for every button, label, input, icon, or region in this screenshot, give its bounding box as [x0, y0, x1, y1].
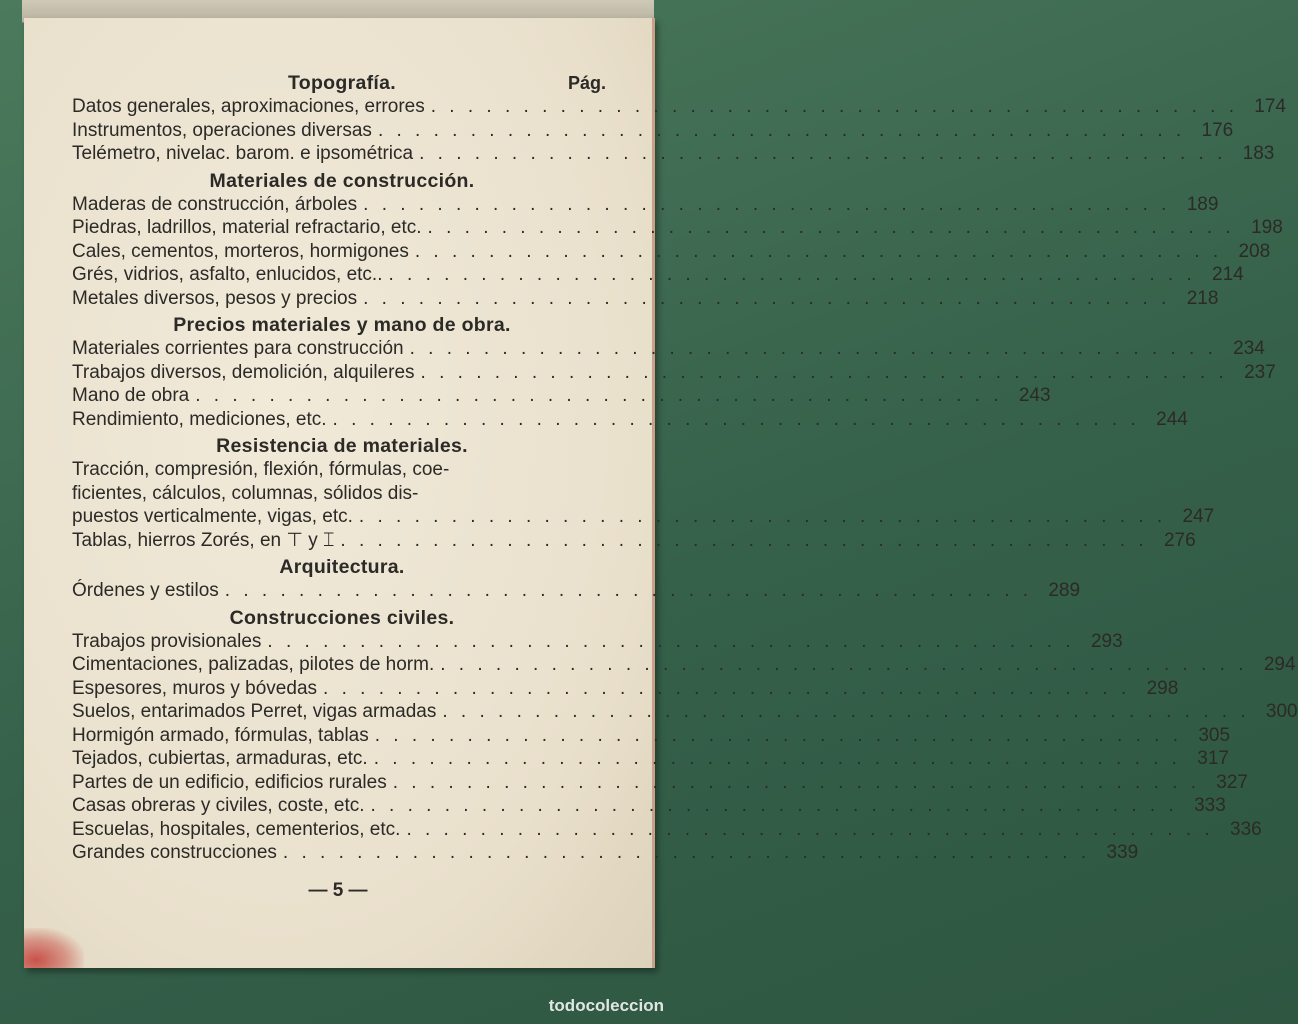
section-heading-row — [72, 552, 612, 579]
entry-page: 176 — [1201, 119, 1234, 141]
entry-title: Órdenes y estilos — [72, 580, 219, 601]
entry-page: 333 — [1194, 795, 1226, 816]
dot-leader: . . . . . . . . . . . . . . . . . . . . . . . . . . . . . . . . . . . . . . . . . . . . — [224, 580, 1033, 601]
toc-entry — [72, 677, 1179, 701]
toc-entry — [72, 630, 1123, 654]
entry-title: puestos verticalmente, vigas, etc. — [72, 506, 353, 527]
entry-title: Rendimiento, mediciones, etc. — [72, 408, 327, 430]
entry-page: 317 — [1197, 748, 1229, 769]
section-heading-row — [72, 166, 612, 193]
section-heading-row — [72, 310, 612, 337]
toc-entry — [72, 724, 1231, 748]
entry-page: 208 — [1238, 240, 1271, 262]
dot-leader: . . . . . . . . . . . . . . . . . . . . . . . . . . . . . . . . . . . . . . . . . . . . — [374, 724, 1183, 746]
entry-page: 183 — [1242, 143, 1275, 164]
toc-entry — [72, 240, 1271, 264]
toc-entry — [72, 841, 1139, 865]
dot-leader: . . . . . . . . . . . . . . . . . . . . . . . . . . . . . . . . . . . . . . . . . . . . — [282, 842, 1091, 863]
section-heading: Precios materiales y mano de obra. — [173, 314, 511, 336]
section-heading-row — [72, 68, 612, 95]
entry-title: Cales, cementos, morteros, hormigones — [72, 240, 409, 262]
entry-title: Tejados, cubiertas, armaduras, etc. — [72, 748, 368, 769]
dot-leader: . . . . . . . . . . . . . . . . . . . . . . . . . . . . . . . . . . . . . . . . . . . . — [332, 408, 1140, 430]
entry-page: 327 — [1216, 771, 1248, 793]
entry-page: 244 — [1156, 408, 1188, 430]
toc-entry — [72, 700, 1298, 724]
dot-leader: . . . . . . . . . . . . . . . . . . . . . . . . . . . . . . . . . . . . . . . . . . . . — [409, 338, 1217, 359]
dot-leader: . . . . . . . . . . . . . . . . . . . . . . . . . . . . . . . . . . . . . . . . . . . . — [358, 506, 1167, 527]
page-number: — 5 — — [308, 880, 368, 901]
entry-page: 174 — [1254, 96, 1286, 117]
toc-entry — [72, 579, 1081, 603]
entry-page: 237 — [1244, 361, 1276, 383]
entry-title: Tablas, hierros Zorés, en ⊤ y ⌶ — [72, 529, 335, 551]
dot-leader: . . . . . . . . . . . . . . . . . . . . . . . . . . . . . . . . . . . . . . . . . . . . — [370, 795, 1178, 816]
entry-page: 247 — [1182, 506, 1215, 527]
toc-entry — [72, 287, 1219, 311]
entry-text-line: ficientes, cálculos, columnas, sólidos dis- — [72, 482, 419, 504]
section-heading: Construcciones civiles. — [229, 606, 455, 629]
dot-leader: . . . . . . . . . . . . . . . . . . . . . . . . . . . . . . . . . . . . . . . . . . . . — [427, 217, 1235, 238]
dot-leader: . . . . . . . . . . . . . . . . . . . . . . . . . . . . . . . . . . . . . . . . . . . . — [419, 143, 1227, 164]
dot-leader: . . . . . . . . . . . . . . . . . . . . . . . . . . . . . . . . . . . . . . . . . . . . — [363, 193, 1171, 215]
entry-page: 198 — [1251, 217, 1283, 238]
entry-title: Suelos, entarimados Perret, vigas armadas — [72, 701, 437, 722]
entry-title: Grandes construcciones — [72, 842, 277, 863]
entry-title: Materiales corrientes para construcción — [72, 338, 404, 359]
section-heading: Topografía. — [287, 72, 397, 94]
entry-title: Mano de obra — [72, 385, 190, 406]
dot-leader: . . . . . . . . . . . . . . . . . . . . . . . . . . . . . . . . . . . . . . . . . . . . — [392, 771, 1200, 793]
table-of-contents — [72, 68, 1298, 865]
entry-page: 293 — [1090, 630, 1123, 652]
toc-entry — [72, 818, 1262, 842]
entry-title: Piedras, ladrillos, material refractario, etc. — [72, 217, 422, 238]
entry-page: 294 — [1263, 654, 1296, 675]
entry-title: Espesores, muros y bóvedas — [72, 677, 318, 699]
section-heading-row — [72, 603, 612, 630]
entry-page: 298 — [1146, 677, 1179, 699]
entry-title: Casas obreras y civiles, coste, etc. — [72, 795, 365, 816]
dot-leader: . . . . . . . . . . . . . . . . . . . . . . . . . . . . . . . . . . . . . . . . . . . . — [442, 701, 1250, 722]
dot-leader: . . . . . . . . . . . . . . . . . . . . . . . . . . . . . . . . . . . . . . . . . . . . — [377, 119, 1186, 141]
section-heading: Arquitectura. — [279, 556, 405, 578]
toc-entry — [72, 95, 1286, 119]
entry-title: Maderas de construcción, árboles — [72, 193, 358, 215]
entry-page: 276 — [1163, 529, 1196, 551]
toc-entry — [72, 361, 1276, 385]
toc-entry — [72, 384, 1051, 408]
section-heading: Resistencia de materiales. — [216, 435, 468, 457]
section-heading-row — [72, 431, 612, 458]
toc-entry — [72, 747, 1229, 771]
dot-leader: . . . . . . . . . . . . . . . . . . . . . . . . . . . . . . . . . . . . . . . . . . . . — [388, 264, 1196, 285]
dot-leader: . . . . . . . . . . . . . . . . . . . . . . . . . . . . . . . . . . . . . . . . . . . . — [363, 287, 1171, 309]
toc-entry — [72, 337, 1265, 361]
entry-page: 218 — [1186, 287, 1219, 309]
entry-title: Escuelas, hospitales, cementerios, etc. — [72, 818, 401, 840]
dot-leader: . . . . . . . . . . . . . . . . . . . . . . . . . . . . . . . . . . . . . . . . . . . . — [420, 361, 1228, 383]
toc-entry — [72, 653, 1296, 677]
entry-page: 189 — [1186, 193, 1219, 215]
book-page — [24, 18, 1298, 968]
entry-page: 300 — [1265, 701, 1298, 722]
entry-page: 336 — [1230, 818, 1262, 840]
dot-leader: . . . . . . . . . . . . . . . . . . . . . . . . . . . . . . . . . . . . . . . . . . . . — [440, 654, 1248, 675]
dot-leader: . . . . . . . . . . . . . . . . . . . . . . . . . . . . . . . . . . . . . . . . . . . . — [267, 630, 1075, 652]
entry-page: 243 — [1018, 385, 1051, 406]
section-heading: Materiales de construcción. — [209, 169, 475, 192]
entry-title: Hormigón armado, fórmulas, tablas — [72, 724, 369, 746]
watermark: todocoleccion — [548, 996, 664, 1015]
dot-leader: . . . . . . . . . . . . . . . . . . . . . . . . . . . . . . . . . . . . . . . . . . . . — [340, 529, 1148, 551]
toc-entry — [72, 142, 1275, 166]
entry-title: Telémetro, nivelac. barom. e ipsométrica — [72, 143, 414, 164]
entry-page: 305 — [1198, 724, 1231, 746]
entry-page: 234 — [1233, 338, 1265, 359]
toc-entry — [72, 216, 1283, 240]
toc-entry — [72, 263, 1244, 287]
page-column-header: Pág. — [567, 73, 606, 93]
entry-title: Partes de un edificio, edificios rurales — [72, 771, 387, 793]
dot-leader: . . . . . . . . . . . . . . . . . . . . . . . . . . . . . . . . . . . . . . . . . . . . — [373, 748, 1181, 769]
toc-entry — [72, 408, 1188, 432]
toc-entry — [72, 529, 1196, 553]
entry-title: Grés, vidrios, asfalto, enlucidos, etc.. — [72, 264, 383, 285]
dot-leader: . . . . . . . . . . . . . . . . . . . . . . . . . . . . . . . . . . . . . . . . . . . . — [323, 677, 1131, 699]
entry-page: 214 — [1212, 264, 1244, 285]
entry-text-line: Tracción, compresión, flexión, fórmulas, coe- — [72, 459, 450, 480]
toc-entry — [72, 505, 1215, 529]
dot-leader: . . . . . . . . . . . . . . . . . . . . . . . . . . . . . . . . . . . . . . . . . . . . — [414, 240, 1223, 262]
toc-entry — [72, 771, 1248, 795]
toc-entry — [72, 794, 1226, 818]
entry-title: Cimentaciones, palizadas, pilotes de horm. — [72, 654, 435, 675]
entry-title: Trabajos diversos, demolición, alquileres — [72, 361, 415, 383]
toc-entry — [72, 119, 1234, 143]
dot-leader: . . . . . . . . . . . . . . . . . . . . . . . . . . . . . . . . . . . . . . . . . . . . — [195, 385, 1003, 406]
entry-page: 289 — [1048, 580, 1081, 601]
entry-title: Metales diversos, pesos y precios — [72, 287, 358, 309]
toc-entry — [72, 193, 1219, 217]
entry-title: Datos generales, aproximaciones, errores — [72, 96, 425, 117]
dot-leader: . . . . . . . . . . . . . . . . . . . . . . . . . . . . . . . . . . . . . . . . . . . . — [430, 96, 1238, 117]
entry-title: Trabajos provisionales — [72, 630, 262, 652]
entry-title: Instrumentos, operaciones diversas — [72, 119, 372, 141]
page-stain — [24, 928, 84, 968]
dot-leader: . . . . . . . . . . . . . . . . . . . . . . . . . . . . . . . . . . . . . . . . . . . . — [406, 818, 1214, 840]
entry-page: 339 — [1106, 842, 1139, 863]
